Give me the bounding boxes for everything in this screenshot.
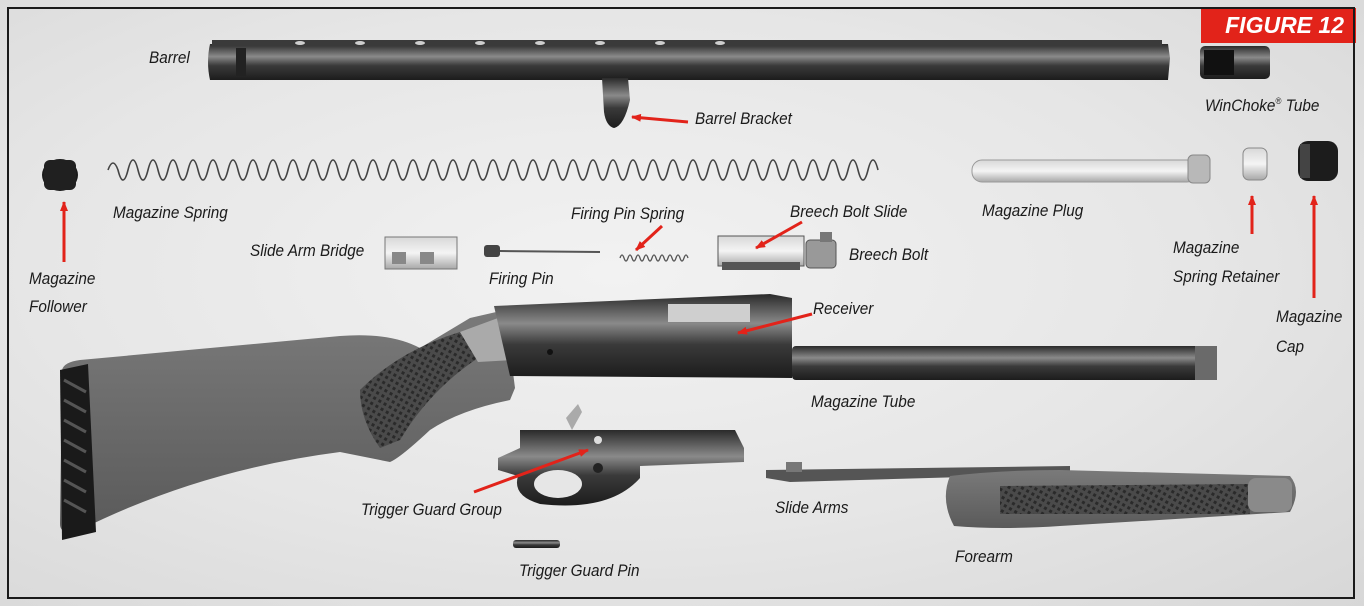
forearm-part	[946, 470, 1296, 528]
firing-pin-spring-part	[620, 255, 688, 261]
label-magazine-cap-line1: Magazine	[1276, 307, 1343, 326]
label-magazine-follower-line1: Magazine	[29, 269, 96, 288]
arrow-barrel-bracket	[632, 117, 688, 122]
slide-arm-bridge-part	[385, 237, 457, 269]
label-trigger-guard-pin: Trigger Guard Pin	[519, 561, 640, 580]
receiver-part	[494, 294, 792, 378]
firing-pin-part	[484, 245, 600, 257]
figure-badge: FIGURE 12	[1201, 8, 1356, 43]
label-winchoke-tube: WinChoke® Tube	[1205, 96, 1320, 115]
label-firing-pin: Firing Pin	[489, 269, 554, 288]
magazine-plug-part	[972, 155, 1210, 183]
label-firing-pin-spring: Firing Pin Spring	[571, 204, 685, 223]
magazine-cap-part	[1298, 141, 1338, 181]
winchoke-tube-part	[1200, 46, 1270, 79]
label-breech-bolt-slide: Breech Bolt Slide	[790, 202, 908, 221]
label-slide-arm-bridge: Slide Arm Bridge	[250, 241, 365, 260]
trigger-guard-group-part	[498, 404, 744, 506]
label-magazine-cap-line2: Cap	[1276, 337, 1305, 356]
label-magazine-spring: Magazine Spring	[113, 203, 228, 222]
label-breech-bolt: Breech Bolt	[849, 245, 929, 264]
label-magazine-tube: Magazine Tube	[811, 392, 916, 411]
label-forearm: Forearm	[955, 547, 1013, 566]
trigger-guard-pin-part	[513, 540, 560, 548]
label-magazine-plug: Magazine Plug	[982, 201, 1084, 220]
label-spring-retainer-line1: Magazine	[1173, 238, 1240, 257]
barrel-part	[208, 40, 1170, 128]
label-trigger-guard-group: Trigger Guard Group	[361, 500, 502, 519]
magazine-spring-retainer-part	[1243, 148, 1267, 180]
label-receiver: Receiver	[813, 299, 874, 318]
label-barrel: Barrel	[149, 48, 190, 67]
magazine-tube-part	[792, 346, 1217, 380]
arrow-firing-pin-spring	[636, 226, 662, 250]
label-spring-retainer-line2: Spring Retainer	[1173, 267, 1280, 286]
label-magazine-follower-line2: Follower	[29, 297, 87, 316]
magazine-spring-part	[108, 160, 878, 180]
label-barrel-bracket: Barrel Bracket	[695, 109, 792, 128]
label-slide-arms: Slide Arms	[775, 498, 849, 517]
